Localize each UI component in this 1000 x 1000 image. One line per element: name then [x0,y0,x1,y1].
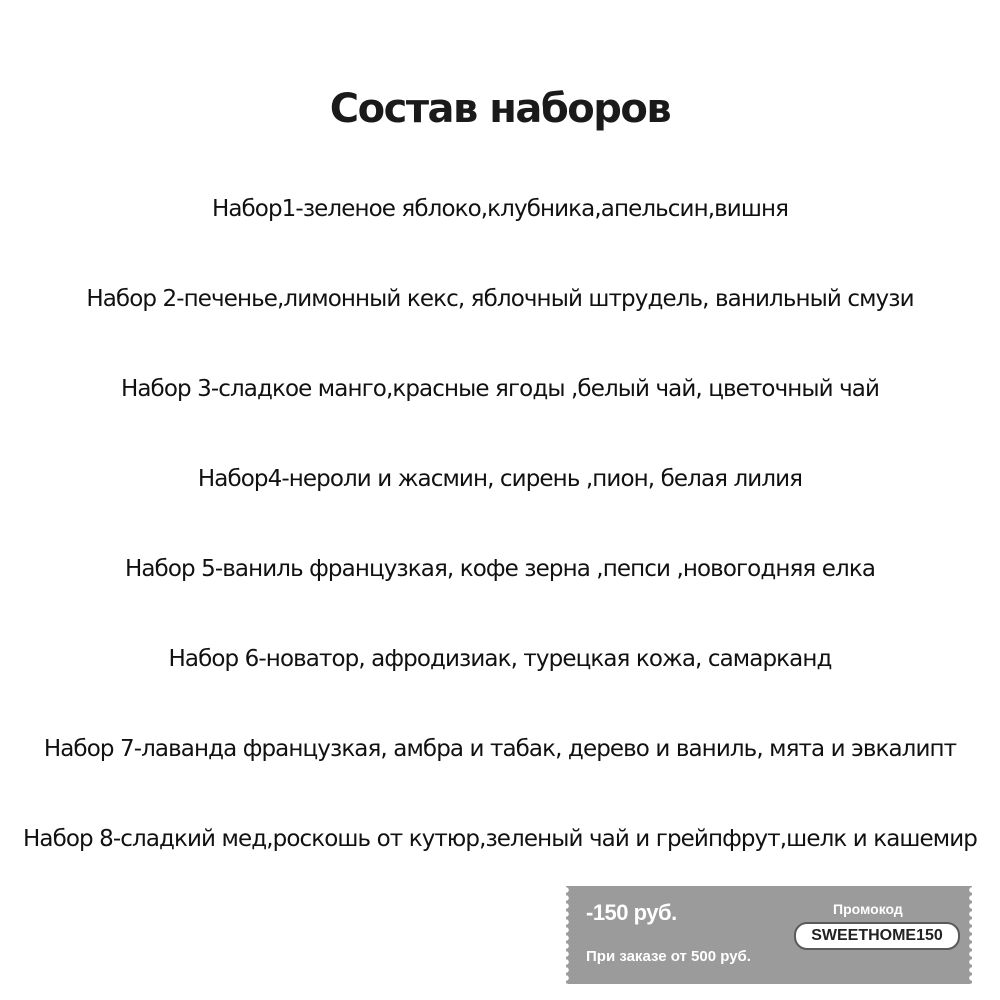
coupon-perforation-left [566,886,570,984]
set-item-5: Набор 5-ваниль французкая, кофе зерна ,пепси ,новогодняя елка [124,556,876,582]
promo-discount-amount: -150 руб. [586,900,677,925]
promo-code-badge: SWEETHOME150 [794,922,960,950]
set-item-8: Набор 8-сладкий мед,роскошь от кутюр,зеленый чай и грейпфрут,шелк и кашемир [22,826,978,852]
set-item-1: Набор1-зеленое яблоко,клубника,апельсин,вишня [211,196,789,222]
sets-list [0,188,1000,908]
promo-coupon [566,886,972,984]
set-item-4: Набор4-нероли и жасмин, сирень ,пион, белая лилия [197,466,803,492]
coupon-perforation-right [968,886,972,984]
set-item-6: Набор 6-новатор, афродизиак, турецкая кожа, самарканд [168,646,832,672]
promo-code-label: Промокод [833,901,903,917]
set-item-3: Набор 3-сладкое манго,красные ягоды ,белый чай, цветочный чай [120,376,880,402]
set-item-7: Набор 7-лаванда французкая, амбра и табак, дерево и ваниль, мята и эвкалипт [43,736,957,762]
promo-condition: При заказе от 500 руб. [586,948,751,965]
page-title: Состав наборов [329,85,671,132]
set-item-2: Набор 2-печенье,лимонный кекс, яблочный штрудель, ванильный смузи [86,286,914,312]
